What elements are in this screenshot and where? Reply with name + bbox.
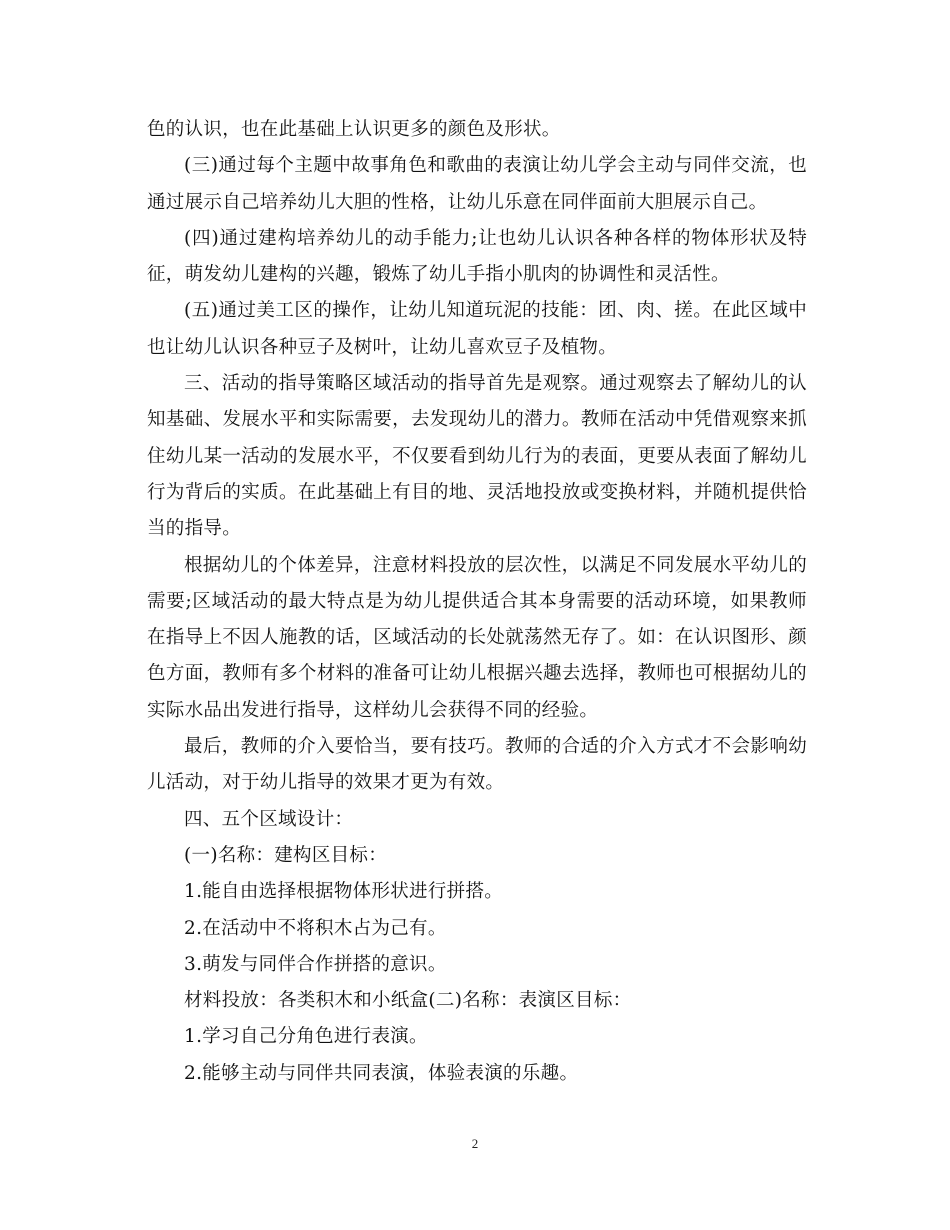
paragraph: (一)名称：建构区目标：: [184, 844, 388, 866]
paragraph: 2.能够主动与同伴共同表演，体验表演的乐趣。: [184, 1062, 579, 1084]
paragraph: (五)通过美工区的操作，让幼儿知道玩泥的技能：团、肉、搓。在此区域中也让幼儿认识各种豆子及树叶，让幼儿喜欢豆子及植物。: [147, 300, 807, 358]
paragraph: 材料投放：各类积木和小纸盒(二)名称：表演区目标：: [184, 990, 632, 1012]
paragraph: (三)通过每个主题中故事角色和歌曲的表演让幼儿学会主动与同伴交流，也通过展示自己培养幼儿大胆的性格，让幼儿乐意在同伴面前大胆展示自己。: [147, 155, 807, 213]
paragraph: 1.学习自己分角色进行表演。: [184, 1026, 428, 1048]
paragraph: (四)通过建构培养幼儿的动手能力;让也幼儿认识各种各样的物体形状及特征，萌发幼儿建构的兴趣，锻炼了幼儿手指小肌肉的协调性和灵活性。: [147, 227, 807, 286]
paragraph: 3.萌发与同伴合作拼搭的意识。: [184, 953, 447, 975]
paragraph: 四、五个区域设计：: [184, 808, 354, 830]
paragraph: 最后，教师的介入要恰当，要有技巧。教师的合适的介入方式才不会影响幼儿活动，对于幼儿指导的效果才更为有效。: [147, 736, 807, 794]
page-number: 2: [471, 1136, 479, 1151]
paragraph: 三、活动的指导策略区域活动的指导首先是观察。通过观察去了解幼儿的认知基础、发展水平和实际需要，去发现幼儿的潜力。教师在活动中凭借观察来抓住幼儿某一活动的发展水平，不仅要看到幼儿行为的表面，更要从表面了解幼儿行为背后的实质。在此基础上有目的地、灵活地投放或变换材料，并随机提供恰当的指导。: [147, 373, 807, 540]
document-body: [147, 112, 807, 1092]
paragraph: 根据幼儿的个体差异，注意材料投放的层次性，以满足不同发展水平幼儿的需要;区域活动的最大特点是为幼儿提供适合其本身需要的活动环境，如果教师在指导上不因人施教的话，区域活动的长处就荡然无存了。如：在认识图形、颜色方面，教师有多个材料的准备可让幼儿根据兴趣去选择，教师也可根据幼儿的实际水品出发进行指导，这样幼儿会获得不同的经验。: [147, 554, 807, 721]
paragraph: 色的认识，也在此基础上认识更多的颜色及形状。: [147, 119, 561, 140]
paragraph: 2.在活动中不将积木占为己有。: [184, 917, 447, 939]
paragraph: 1.能自由选择根据物体形状进行拼搭。: [184, 881, 504, 903]
